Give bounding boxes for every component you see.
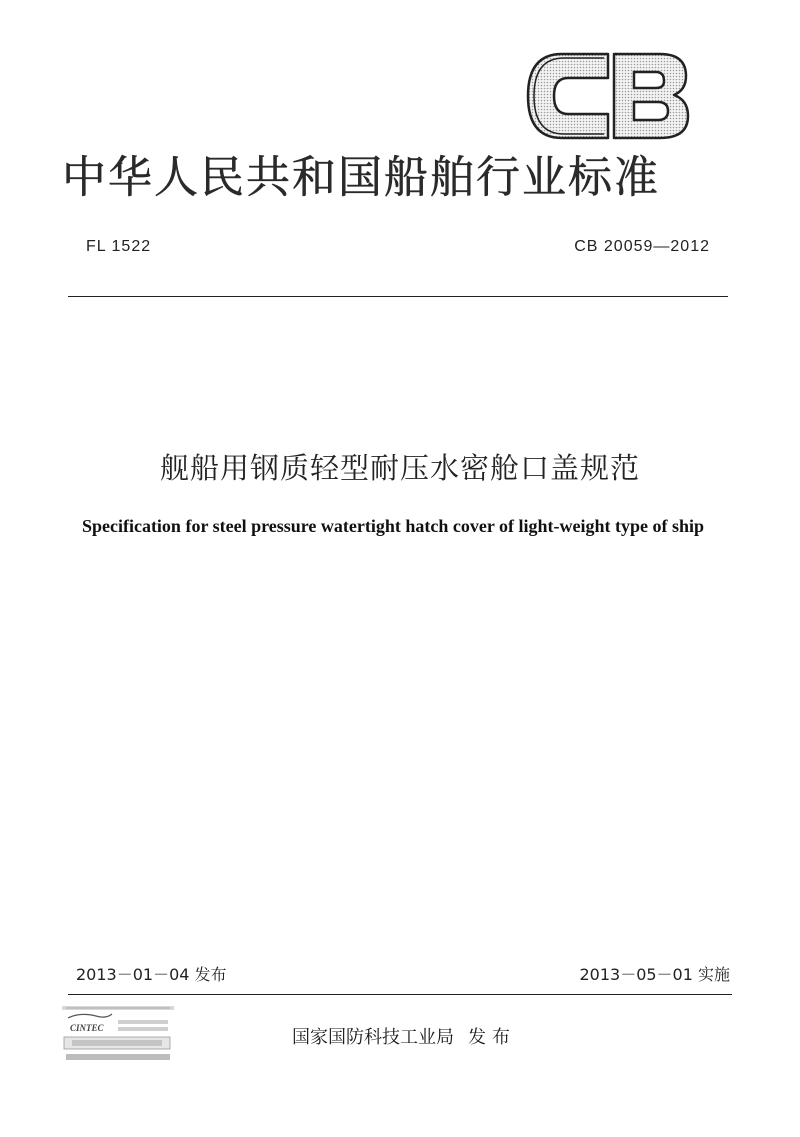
cb-logo-icon — [522, 48, 692, 144]
publisher-suffix: 发布 — [468, 1027, 516, 1048]
issue-date: 2013－01－04 发布 — [76, 965, 227, 984]
document-title-en: Specification for steel pressure watertight hatch cover of light-weight type of ship — [81, 516, 705, 536]
standard-title: 中华人民共和国船舶行业标准 — [62, 152, 660, 203]
standard-number: CB 20059—2012 — [574, 238, 710, 255]
document-title-cn: 舰船用钢质轻型耐压水密舱口盖规范 — [159, 451, 640, 485]
header-divider — [68, 296, 728, 297]
footer-divider — [68, 994, 732, 995]
publisher-name: 国家国防科技工业局 — [292, 1027, 454, 1048]
publisher — [292, 1023, 516, 1049]
svg-text:CINTEC: CINTEC — [70, 1023, 104, 1033]
anti-counterfeit-stamp-icon — [62, 1004, 174, 1066]
classification-code: FL 1522 — [86, 238, 152, 255]
effective-date: 2013－05－01 实施 — [579, 965, 730, 984]
